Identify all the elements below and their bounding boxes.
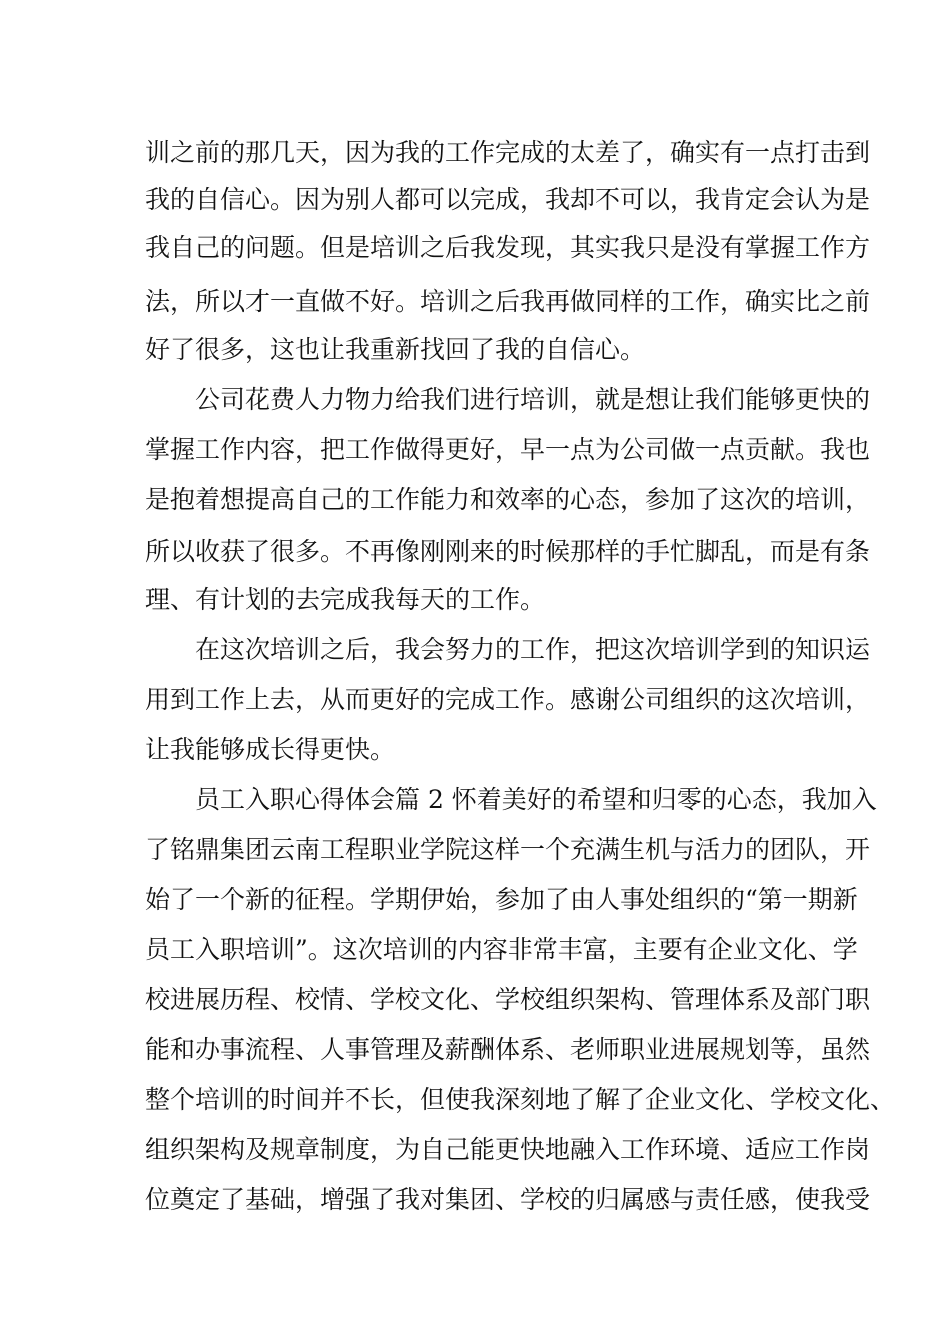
text-line: 训之前的那几天，因为我的工作完成的太差了，确实有一点打击到 [145,138,871,167]
paragraph-first-line: 员工入职心得体会篇 2 怀着美好的希望和归零的心态，我加入 [195,785,877,814]
text-line: 员工入职培训”。这次培训的内容非常丰富，主要有企业文化、学 [145,935,858,964]
text-line: 我自己的问题。但是培训之后我发现，其实我只是没有掌握工作方 [145,233,871,262]
paragraph-first-line: 公司花费人力物力给我们进行培训，就是想让我们能够更快的 [195,385,871,414]
text-line: 能和办事流程、人事管理及薪酬体系、老师职业进展规划等，虽然 [145,1035,871,1064]
text-line: 掌握工作内容，把工作做得更好，早一点为公司做一点贡献。我也 [145,435,871,464]
text-line: 理、有计划的去完成我每天的工作。 [145,585,546,614]
text-line: 用到工作上去，从而更好的完成工作。感谢公司组织的这次培训， [145,685,871,714]
text-line: 法，所以才一直做不好。培训之后我再做同样的工作，确实比之前 [145,287,871,316]
text-line: 我的自信心。因为别人都可以完成，我却不可以，我肯定会认为是 [145,185,871,214]
text-line: 所以收获了很多。不再像刚刚来的时候那样的手忙脚乱，而是有条 [145,537,871,566]
text-line: 是抱着想提高自己的工作能力和效率的心态，参加了这次的培训， [145,485,871,514]
text-line: 始了一个新的征程。学期伊始，参加了由人事处组织的“第一期新 [145,885,858,914]
text-line: 位奠定了基础，增强了我对集团、学校的归属感与责任感，使我受 [145,1185,871,1214]
text-line: 组织架构及规章制度，为自己能更快地融入工作环境、适应工作岗 [145,1135,871,1164]
text-line: 好了很多，这也让我重新找回了我的自信心。 [145,335,646,364]
text-line: 校进展历程、校情、学校文化、学校组织架构、管理体系及部门职 [145,985,871,1014]
text-line: 整个培训的时间并不长，但使我深刻地了解了企业文化、学校文化、 [145,1085,896,1114]
text-line: 让我能够成长得更快。 [145,735,396,764]
text-line: 了铭鼎集团云南工程职业学院这样一个充满生机与活力的团队，开 [145,835,871,864]
paragraph-first-line: 在这次培训之后，我会努力的工作，把这次培训学到的知识运 [195,635,871,664]
